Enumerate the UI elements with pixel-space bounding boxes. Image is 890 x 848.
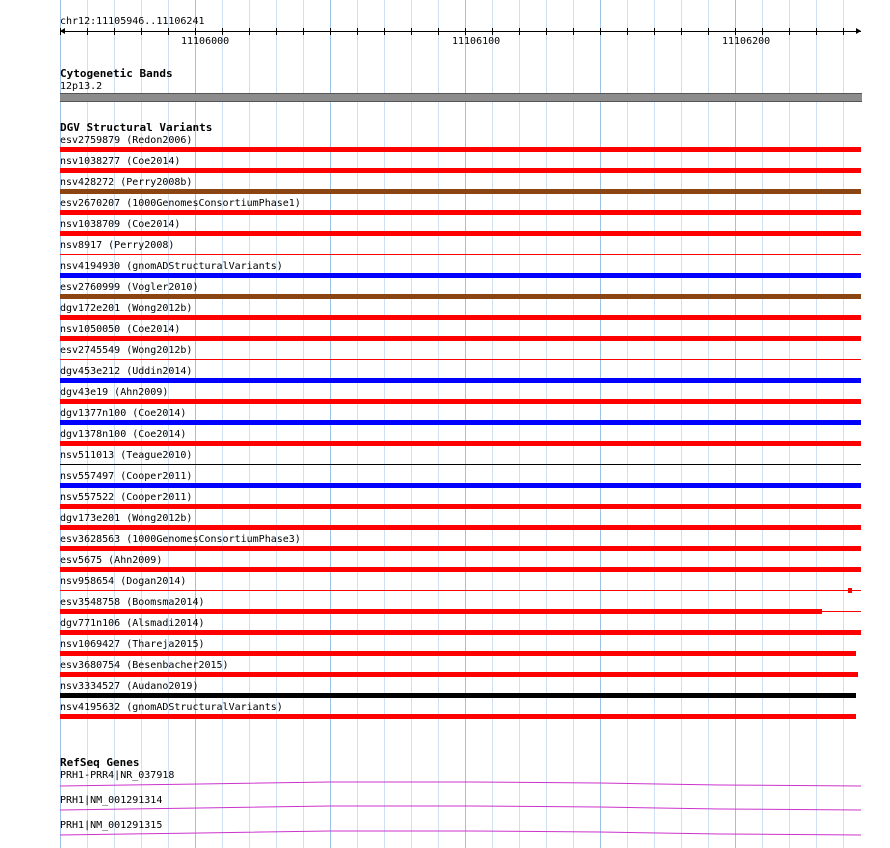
ruler-tick [276,28,277,35]
variant-label: nsv557497 (Cooper2011) [60,471,193,482]
variant-label: dgv1377n100 (Coe2014) [60,408,187,419]
ruler-tick [654,28,655,35]
variant-label: esv2759879 (Redon2006) [60,135,193,146]
variant-label: dgv173e201 (Wong2012b) [60,513,193,524]
ruler-tick-label: 11106100 [452,36,501,47]
scroll-right-arrow-icon[interactable] [856,28,861,34]
ruler-tick [114,28,115,35]
gene-label: PRH1|NM_001291315 [60,820,163,831]
variant-label: nsv1038709 (Coe2014) [60,219,181,230]
variant-label: nsv958654 (Dogan2014) [60,576,187,587]
variant-label: esv2670207 (1000GenomesConsortiumPhase1) [60,198,301,209]
ruler-tick [303,28,304,35]
variant-label: nsv4194930 (gnomADStructuralVariants) [60,261,283,272]
ruler-tick [600,28,601,35]
ruler-tick [330,28,331,35]
ruler-tick [195,28,196,35]
variant-label: esv3628563 (1000GenomesConsortiumPhase3) [60,534,301,545]
ruler-tick [708,28,709,35]
ruler-tick [87,28,88,35]
gene-label: PRH1-PRR4|NR_037918 [60,770,175,781]
variant-label: dgv1378n100 (Coe2014) [60,429,187,440]
ruler-tick [519,28,520,35]
ruler-tick [573,28,574,35]
ruler-tick [60,28,61,35]
variant-label: dgv771n106 (Alsmadi2014) [60,618,205,629]
variant-label: nsv4195632 (gnomADStructuralVariants) [60,702,283,713]
track-title-cytogenetic-bands[interactable]: Cytogenetic Bands [60,67,173,80]
ruler-tick [816,28,817,35]
ruler-tick [384,28,385,35]
ruler-tick [789,28,790,35]
variant-label: esv3548758 (Boomsma2014) [60,597,205,608]
ruler-tick [411,28,412,35]
region-label: chr12:11105946..11106241 [60,16,205,27]
ruler-tick [465,28,466,35]
ruler-tick [222,28,223,35]
ruler-tick [492,28,493,35]
gene-label: PRH1|NM_001291314 [60,795,163,806]
ruler-tick [546,28,547,35]
ruler-tick [735,28,736,35]
variant-label: nsv511013 (Teague2010) [60,450,193,461]
variant-label: esv5675 (Ahn2009) [60,555,163,566]
variant-label: nsv8917 (Perry2008) [60,240,175,251]
gene-model-nm-001291314[interactable] [60,806,861,810]
ruler-tick [681,28,682,35]
variant-label: dgv43e19 (Ahn2009) [60,387,169,398]
variant-label: esv2745549 (Wong2012b) [60,345,193,356]
variant-label: nsv1038277 (Coe2014) [60,156,181,167]
ruler-tick-label: 11106000 [181,36,230,47]
variant-label: nsv557522 (Cooper2011) [60,492,193,503]
ruler-tick [843,28,844,35]
ruler-tick [168,28,169,35]
ruler-tick [357,28,358,35]
variant-label: nsv3334527 (Audano2019) [60,681,199,692]
variant-label: nsv1069427 (Thareja2015) [60,639,205,650]
variant-label: nsv428272 (Perry2008b) [60,177,193,188]
variant-label: esv3680754 (Besenbacher2015) [60,660,229,671]
track-title-refseq-genes[interactable]: RefSeq Genes [60,756,140,769]
variant-label: dgv172e201 (Wong2012b) [60,303,193,314]
variant-label: nsv1050050 (Coe2014) [60,324,181,335]
ruler-tick [249,28,250,35]
gene-model-nr-037918[interactable] [60,782,861,786]
ruler-tick [438,28,439,35]
variant-label: dgv453e212 (Uddin2014) [60,366,193,377]
variant-label: esv2760999 (Vogler2010) [60,282,199,293]
cytoband-label: 12p13.2 [60,81,103,92]
ruler-tick [141,28,142,35]
ruler-tick [762,28,763,35]
track-title-dgv-structural-variants[interactable]: DGV Structural Variants [60,121,213,134]
ruler-tick [627,28,628,35]
gene-model-nm-001291315[interactable] [60,831,861,835]
ruler-tick-label: 11106200 [722,36,771,47]
ruler-axis [60,31,861,32]
